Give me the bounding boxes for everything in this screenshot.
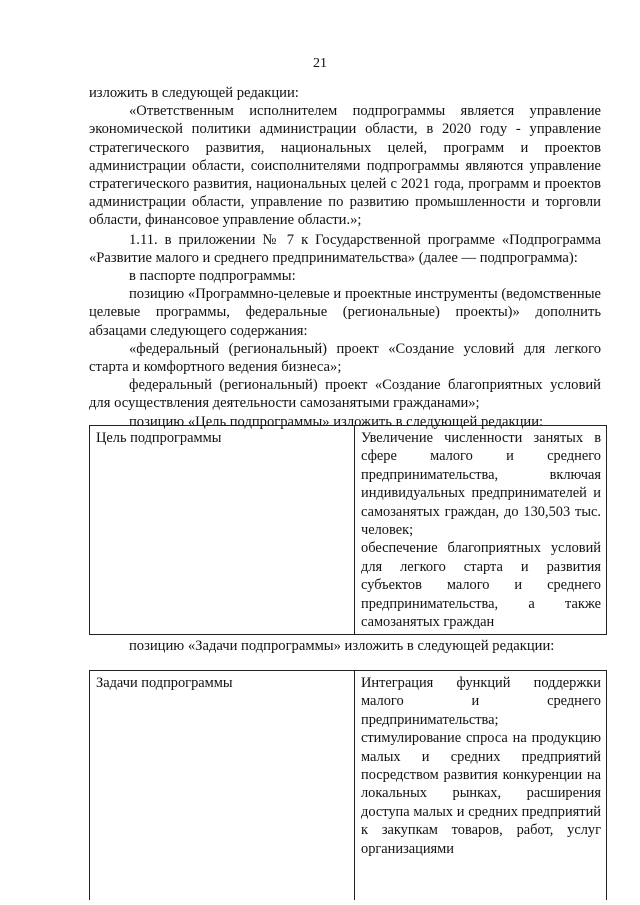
paragraph: в паспорте подпрограммы: bbox=[129, 268, 296, 285]
paragraph: «федеральный (региональный) проект «Создание условий для легкого старта и комфортного ведения бизнеса»; bbox=[89, 340, 601, 376]
table-row bbox=[90, 426, 607, 635]
tasks-label-cell: Задачи подпрограммы bbox=[90, 671, 355, 901]
paragraph: федеральный (региональный) проект «Создание благоприятных условий для осуществления деятельности самозанятыми гражданами»; bbox=[89, 377, 601, 412]
document-body bbox=[89, 84, 601, 431]
goal-value-line: обеспечение благоприятных условий для легкого старта и развития субъектов малого и среднего предпринимательства, а также самозанятых граждан bbox=[361, 540, 601, 631]
tasks-value-line: Интеграция функций поддержки малого и среднего предпринимательства; bbox=[361, 675, 601, 728]
section-intro-text: позицию «Задачи подпрограммы» изложить в следующей редакции: bbox=[129, 638, 555, 654]
paragraph: «Ответственным исполнителем подпрограммы является управление экономической политики администрации области, в 2020 году - управление стратегического развития, национальных целей, программ и проектов администрации области, соисполнителями подпрограммы являются управление стратегического развития, национальных целей с 2021 года, программ и проектов администрации области, управление по развитию промышленности и торговли области, финансовое управление области.»; bbox=[89, 103, 601, 229]
goal-table bbox=[89, 425, 607, 635]
paragraph: 1.11. в приложении № 7 к Государственной программе «Подпрограмма «Развитие малого и среднего предпринимательства» (далее — подпрограмма): bbox=[89, 231, 601, 266]
tasks-table bbox=[89, 670, 607, 900]
table-row bbox=[90, 671, 607, 901]
goal-value-cell bbox=[355, 426, 607, 635]
paragraph: позицию «Цель подпрограммы» изложить в следующей редакции: bbox=[129, 413, 544, 430]
tasks-value-line: стимулирование спроса на продукцию малых и средних предприятий посредством развития конкуренции на локальных рынках, расширения доступа малых и средних предприятий к закупкам товаров, работ, услуг организациями bbox=[361, 730, 601, 857]
paragraph: позицию «Программно-целевые и проектные инструменты (ведомственные целевые программы, федеральные (региональные) проекты)» дополнить абзацами следующего содержания: bbox=[89, 286, 601, 339]
goal-value-line: Увеличение численности занятых в сфере малого и среднего предпринимательства, включая индивидуальных предпринимателей и самозанятых граждан, до 130,503 тыс. человек; bbox=[361, 430, 601, 539]
tasks-value-cell bbox=[355, 671, 607, 901]
goal-label-cell: Цель подпрограммы bbox=[90, 426, 355, 635]
paragraph: изложить в следующей редакции: bbox=[89, 85, 299, 101]
page-number: 21 bbox=[313, 56, 327, 71]
